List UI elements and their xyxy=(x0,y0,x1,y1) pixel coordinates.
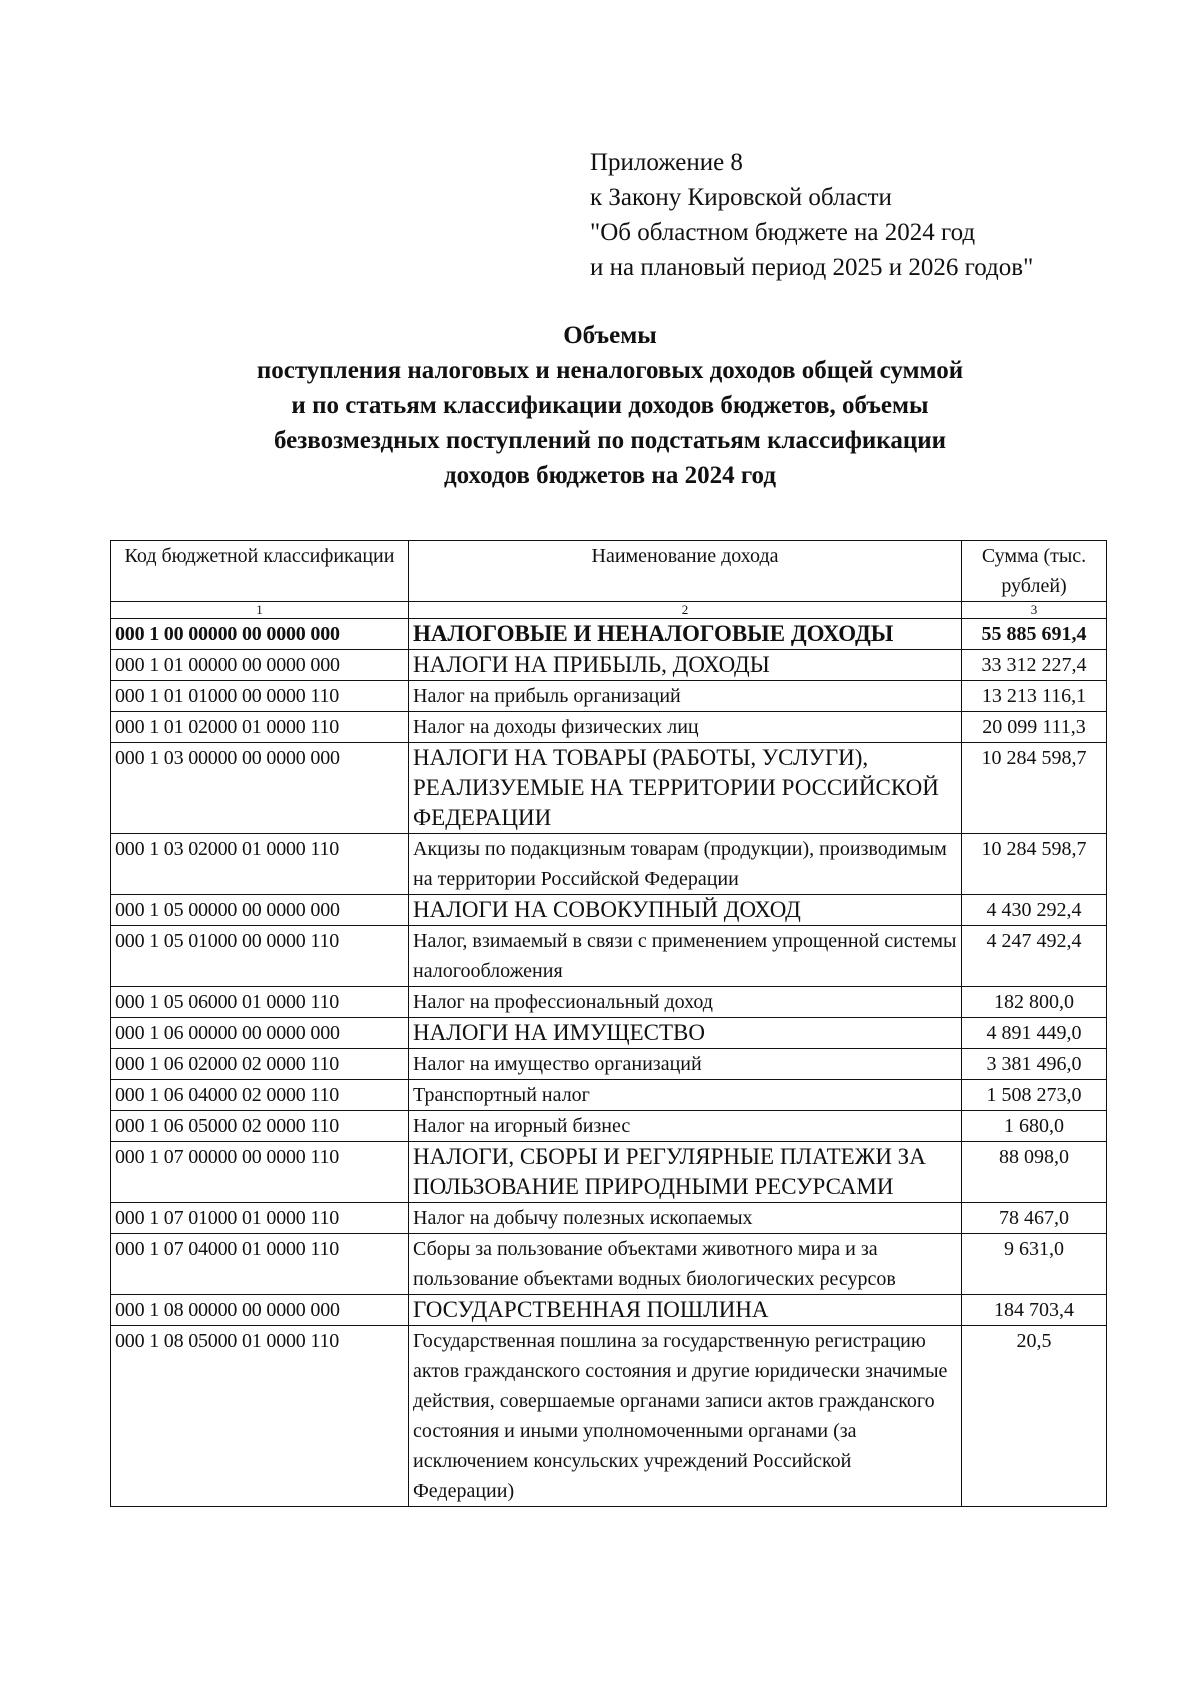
table-row xyxy=(111,1049,1107,1080)
row-amount: 10 284 598,7 xyxy=(962,834,1107,895)
revenue-table xyxy=(110,540,1107,1507)
row-code: 000 1 06 00000 00 0000 000 xyxy=(111,1018,409,1049)
row-code: 000 1 07 04000 01 0000 110 xyxy=(111,1234,409,1295)
row-code: 000 1 05 00000 00 0000 000 xyxy=(111,895,409,926)
document-title xyxy=(0,318,1200,493)
row-name: НАЛОГОВЫЕ И НЕНАЛОГОВЫЕ ДОХОДЫ xyxy=(409,619,962,650)
row-name: Налог на прибыль организаций xyxy=(409,681,962,712)
row-code: 000 1 03 02000 01 0000 110 xyxy=(111,834,409,895)
row-amount: 9 631,0 xyxy=(962,1234,1107,1295)
title-line: поступления налоговых и неналоговых доходов общей суммой xyxy=(256,357,964,384)
row-amount: 4 247 492,4 xyxy=(962,926,1107,987)
column-number: 3 xyxy=(962,602,1107,619)
row-amount: 20,5 xyxy=(962,1326,1107,1507)
table-row xyxy=(111,619,1107,650)
row-name: Акцизы по подакцизным товарам (продукции), производимым на территории Российской Федерации xyxy=(409,834,962,895)
row-name: НАЛОГИ НА ПРИБЫЛЬ, ДОХОДЫ xyxy=(409,650,962,681)
row-amount: 88 098,0 xyxy=(962,1142,1107,1203)
row-code: 000 1 01 01000 00 0000 110 xyxy=(111,681,409,712)
row-amount: 13 213 116,1 xyxy=(962,681,1107,712)
row-amount: 10 284 598,7 xyxy=(962,743,1107,834)
row-code: 000 1 01 00000 00 0000 000 xyxy=(111,650,409,681)
row-name: НАЛОГИ НА ИМУЩЕСТВО xyxy=(409,1018,962,1049)
row-amount: 1 508 273,0 xyxy=(962,1080,1107,1111)
column-number: 1 xyxy=(111,602,409,619)
table-row xyxy=(111,681,1107,712)
table-row xyxy=(111,1203,1107,1234)
row-name: ГОСУДАРСТВЕННАЯ ПОШЛИНА xyxy=(409,1295,962,1326)
table-row xyxy=(111,1142,1107,1203)
table-row xyxy=(111,1234,1107,1295)
row-name: НАЛОГИ НА ТОВАРЫ (РАБОТЫ, УСЛУГИ), РЕАЛИЗУЕМЫЕ НА ТЕРРИТОРИИ РОССИЙСКОЙ ФЕДЕРАЦИИ xyxy=(409,743,962,834)
appendix-line: и на плановый период 2025 и 2026 годов" xyxy=(590,254,1034,281)
row-name: Налог на доходы физических лиц xyxy=(409,712,962,743)
row-name: НАЛОГИ, СБОРЫ И РЕГУЛЯРНЫЕ ПЛАТЕЖИ ЗА ПОЛЬЗОВАНИЕ ПРИРОДНЫМИ РЕСУРСАМИ xyxy=(409,1142,962,1203)
header-name: Наименование дохода xyxy=(409,541,962,602)
row-code: 000 1 03 00000 00 0000 000 xyxy=(111,743,409,834)
row-amount: 55 885 691,4 xyxy=(962,619,1107,650)
row-name: Налог на имущество организаций xyxy=(409,1049,962,1080)
column-number-row xyxy=(111,602,1107,619)
appendix-line: "Об областном бюджете на 2024 год xyxy=(590,219,976,246)
row-amount: 78 467,0 xyxy=(962,1203,1107,1234)
row-amount: 33 312 227,4 xyxy=(962,650,1107,681)
row-name: Налог на добычу полезных ископаемых xyxy=(409,1203,962,1234)
row-code: 000 1 06 02000 02 0000 110 xyxy=(111,1049,409,1080)
row-amount: 20 099 111,3 xyxy=(962,712,1107,743)
row-code: 000 1 01 02000 01 0000 110 xyxy=(111,712,409,743)
row-code: 000 1 05 06000 01 0000 110 xyxy=(111,987,409,1018)
table-row xyxy=(111,712,1107,743)
row-amount: 3 381 496,0 xyxy=(962,1049,1107,1080)
row-name: Налог, взимаемый в связи с применением упрощенной системы налогообложения xyxy=(409,926,962,987)
table-row xyxy=(111,926,1107,987)
row-code: 000 1 08 00000 00 0000 000 xyxy=(111,1295,409,1326)
row-amount: 182 800,0 xyxy=(962,987,1107,1018)
row-code: 000 1 06 04000 02 0000 110 xyxy=(111,1080,409,1111)
row-amount: 4 891 449,0 xyxy=(962,1018,1107,1049)
title-line: и по статьям классификации доходов бюджетов, объемы xyxy=(291,392,929,419)
row-name: НАЛОГИ НА СОВОКУПНЫЙ ДОХОД xyxy=(409,895,962,926)
row-amount: 184 703,4 xyxy=(962,1295,1107,1326)
table-row xyxy=(111,895,1107,926)
table-row xyxy=(111,1080,1107,1111)
row-name: Транспортный налог xyxy=(409,1080,962,1111)
row-amount: 4 430 292,4 xyxy=(962,895,1107,926)
row-code: 000 1 05 01000 00 0000 110 xyxy=(111,926,409,987)
table-header-row xyxy=(111,541,1107,602)
row-name: Государственная пошлина за государственную регистрацию актов гражданского состояния и другие юридически значимые действия, совершаемые органами записи актов гражданского состояния и иными уполномоченными органами (за исключением консульских учреждений Российской Федерации) xyxy=(409,1326,962,1507)
table-row xyxy=(111,1295,1107,1326)
title-line: доходов бюджетов на 2024 год xyxy=(444,462,776,489)
row-code: 000 1 06 05000 02 0000 110 xyxy=(111,1111,409,1142)
row-code: 000 1 08 05000 01 0000 110 xyxy=(111,1326,409,1507)
table-row xyxy=(111,743,1107,834)
table-row xyxy=(111,1111,1107,1142)
appendix-line: к Закону Кировской области xyxy=(590,184,892,211)
table-row xyxy=(111,834,1107,895)
column-number: 2 xyxy=(409,602,962,619)
table-row xyxy=(111,1018,1107,1049)
table-row xyxy=(111,1326,1107,1507)
title-line: Объемы xyxy=(563,322,657,349)
row-name: Налог на игорный бизнес xyxy=(409,1111,962,1142)
row-code: 000 1 07 01000 01 0000 110 xyxy=(111,1203,409,1234)
row-name: Сборы за пользование объектами животного мира и за пользование объектами водных биологических ресурсов xyxy=(409,1234,962,1295)
row-name: Налог на профессиональный доход xyxy=(409,987,962,1018)
row-code: 000 1 07 00000 00 0000 110 xyxy=(111,1142,409,1203)
row-amount: 1 680,0 xyxy=(962,1111,1107,1142)
header-amount: Сумма (тыс. рублей) xyxy=(962,541,1107,602)
header-code: Код бюджетной классификации xyxy=(111,541,409,602)
title-line: безвозмездных поступлений по подстатьям классификации xyxy=(273,427,947,454)
appendix-line: Приложение 8 xyxy=(590,149,743,176)
table-row xyxy=(111,987,1107,1018)
row-code: 000 1 00 00000 00 0000 000 xyxy=(111,619,409,650)
table-row xyxy=(111,650,1107,681)
appendix-note xyxy=(590,145,1033,285)
